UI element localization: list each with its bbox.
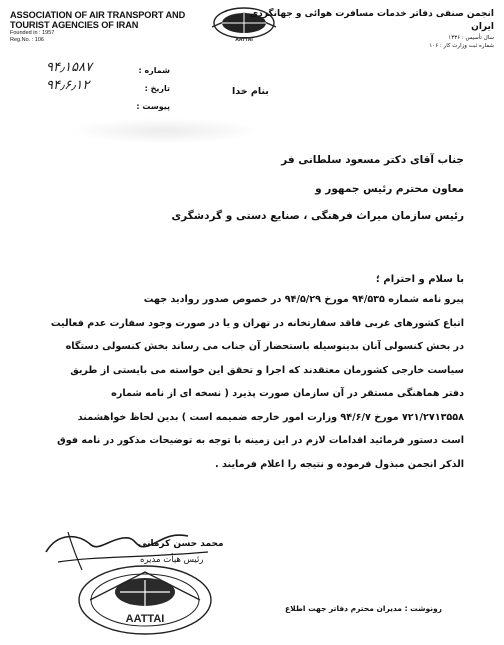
- recipient-line-2: معاون محترم رئیس جمهور و: [315, 183, 464, 195]
- body-line: دفتر هماهنگی مستقر در آن سازمان صورت پذیرد ( نسخه ای از نامه شماره: [111, 388, 464, 399]
- english-letterhead: [10, 10, 210, 44]
- body-line: سیاست خارجی کشورمان معتقدند که اجرا و تحقق این خواسته می بایستی از طریق: [70, 364, 464, 376]
- persian-founded: سال تأسیس : ۱۳۳۶: [448, 35, 494, 41]
- persian-letterhead: [234, 8, 494, 50]
- english-title-line-2: TOURIST AGENCIES OF IRAN: [10, 20, 139, 30]
- bismillah: بنام خدا: [232, 86, 269, 97]
- english-founded: Founded in : 1957: [10, 30, 55, 36]
- reference-block: [10, 60, 170, 120]
- cc-line: رونوشت : مدیران محترم دفاتر جهت اطلاع: [285, 604, 442, 613]
- stamp-caption: AATTAI: [125, 613, 165, 625]
- signatory-name: محمد حسن کرمانی: [138, 539, 224, 549]
- body-line: پیرو نامه شماره ۹۴/۵۳۵ مورخ ۹۴/۵/۲۹ در خصوص صدور روادید جهت: [143, 294, 464, 305]
- letter-body: [24, 288, 464, 476]
- logo-caption: AATTAI: [235, 37, 253, 43]
- number-value: ۹۴٫۱۵۸۷: [46, 60, 93, 75]
- signatory-title: رئیس هیأت مدیره: [140, 555, 204, 565]
- body-line: اتباع کشورهای غربی فاقد سفارتخانه در تهران و یا در صورت وجود سفارت عدم فعالیت: [50, 317, 464, 329]
- body-line: ۷۲۱/۲۷۱۳۵۵۸ مورخ ۹۴/۶/۷ وزارت امور خارجه ضمیمه است ) بدین لحاظ خواهشمند: [77, 411, 464, 423]
- recipient-line-3: رئیس سازمان میراث فرهنگی ، صنایع دستی و گردشگری: [171, 210, 464, 222]
- body-line: در بخش کنسولی آنان بدینوسیله باستحضار آن جناب می رساند بخش کنسولی دستگاه: [65, 341, 464, 352]
- date-value: ۹۴٫۶٫۱۲: [46, 78, 90, 93]
- english-reg-no: Reg.No. : 106: [10, 37, 44, 43]
- persian-reg-no: شماره ثبت وزارت کار : ۱۰۶: [429, 43, 494, 49]
- association-stamp: [70, 550, 220, 640]
- body-line: است دستور فرمائید اقدامات لازم در این زمینه با توجه به توضیحات مذکور در نامه فوق: [57, 435, 464, 446]
- number-label: شماره :: [138, 66, 170, 75]
- attachment-label: پیوست :: [136, 102, 170, 111]
- redacted-smudge: [70, 118, 260, 144]
- english-title-line-1: ASSOCIATION OF AIR TRANSPORT AND: [10, 10, 186, 20]
- body-line: الذکر انجمن مبذول فرموده و نتیجه را اعلام فرمایند .: [215, 458, 464, 470]
- greeting: با سلام و احترام ؛: [375, 274, 464, 285]
- date-label: تاریخ :: [144, 84, 170, 93]
- recipient-line-1: جناب آقای دکتر مسعود سلطانی فر: [281, 154, 464, 166]
- persian-title: انجمن صنفی دفاتر خدمات مسافرت هوائی و جهانگردی ایران: [249, 9, 494, 32]
